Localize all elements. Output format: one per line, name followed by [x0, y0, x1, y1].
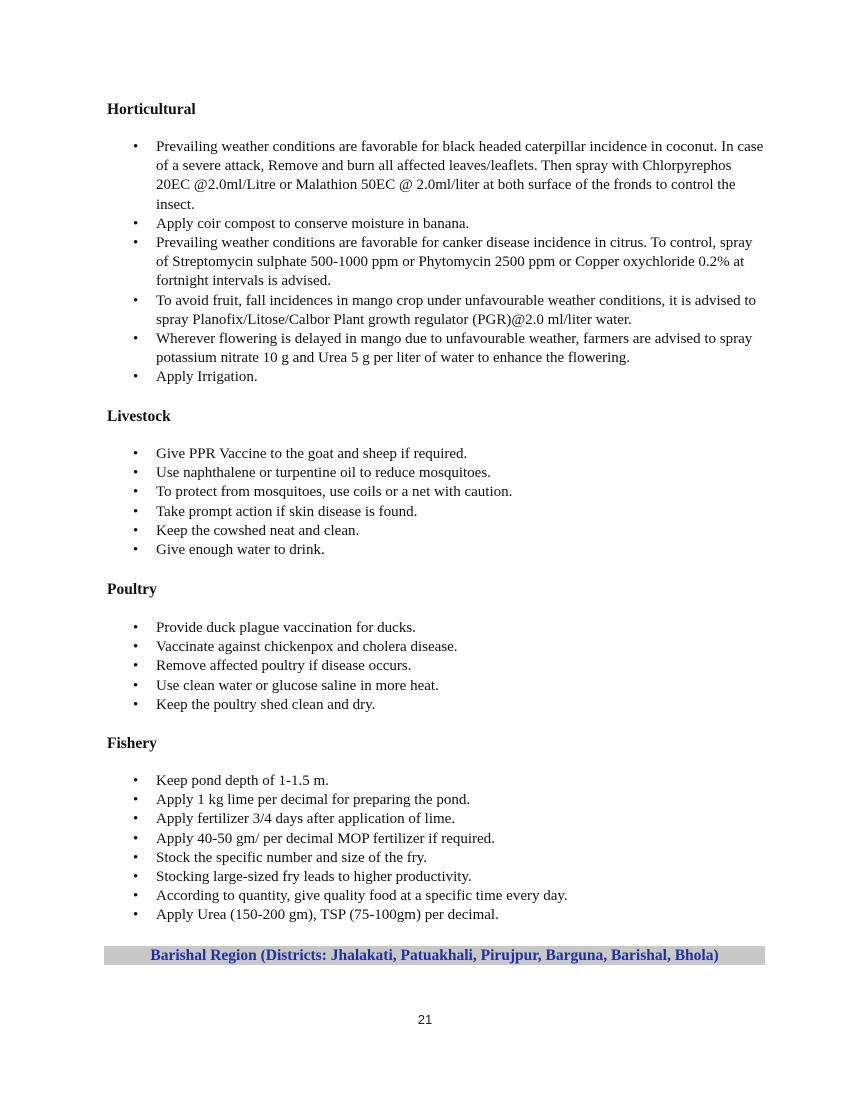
section-heading-horticultural: Horticultural — [107, 101, 196, 118]
poultry-list — [156, 619, 766, 715]
list-item: • Use naphthalene or turpentine oil to reduce mosquitoes. — [156, 464, 766, 483]
list-item: • Provide duck plague vaccination for ducks. — [156, 619, 766, 638]
list-item: • Apply 1 kg lime per decimal for preparing the pond. — [156, 791, 766, 810]
region-banner: Barishal Region (Districts: Jhalakati, Patuakhali, Pirujpur, Barguna, Barishal, Bhola) — [104, 946, 765, 965]
list-item: • Give enough water to drink. — [156, 541, 766, 560]
list-item: • Remove affected poultry if disease occurs. — [156, 657, 766, 676]
list-item: • Apply Irrigation. — [156, 368, 766, 387]
list-item: • Apply Urea (150-200 gm), TSP (75-100gm) per decimal. — [156, 906, 766, 925]
list-item: • Keep pond depth of 1-1.5 m. — [156, 772, 766, 791]
list-item: • Apply 40-50 gm/ per decimal MOP fertilizer if required. — [156, 830, 766, 849]
list-item: • Apply coir compost to conserve moisture in banana. — [156, 215, 766, 234]
list-item: • Keep the cowshed neat and clean. — [156, 522, 766, 541]
list-item: • Keep the poultry shed clean and dry. — [156, 696, 766, 715]
fishery-list — [156, 772, 766, 926]
horticultural-list — [156, 138, 766, 388]
livestock-list — [156, 445, 766, 560]
list-item: • To avoid fruit, fall incidences in mango crop under unfavourable weather conditions, it is advised to spray Planofix/Litose/Calbor Plant growth regulator (PGR)@2.0 ml/liter water. — [156, 292, 766, 330]
list-item: • To protect from mosquitoes, use coils or a net with caution. — [156, 483, 766, 502]
page-number: 21 — [417, 1012, 433, 1027]
list-item: • Prevailing weather conditions are favorable for black headed caterpillar incidence in coconut. In case of a severe attack, Remove and burn all affected leaves/leaflets. Then spray with Chlorpyrephos 20EC @2.0ml/Litre or Malathion 50EC @ 2.0ml/liter at both surface of the fronds to control the insect. — [156, 138, 766, 215]
section-heading-poultry: Poultry — [107, 581, 157, 598]
list-item: • Wherever flowering is delayed in mango due to unfavourable weather, farmers are advised to spray potassium nitrate 10 g and Urea 5 g per liter of water to enhance the flowering. — [156, 330, 766, 368]
list-item: • According to quantity, give quality food at a specific time every day. — [156, 887, 766, 906]
list-item: • Vaccinate against chickenpox and cholera disease. — [156, 638, 766, 657]
section-heading-fishery: Fishery — [107, 735, 157, 752]
list-item: • Apply fertilizer 3/4 days after application of lime. — [156, 810, 766, 829]
section-heading-livestock: Livestock — [107, 408, 171, 425]
list-item: • Give PPR Vaccine to the goat and sheep if required. — [156, 445, 766, 464]
list-item: • Use clean water or glucose saline in more heat. — [156, 677, 766, 696]
list-item: • Stock the specific number and size of the fry. — [156, 849, 766, 868]
list-item: • Stocking large-sized fry leads to higher productivity. — [156, 868, 766, 887]
list-item: • Prevailing weather conditions are favorable for canker disease incidence in citrus. To control, spray of Streptomycin sulphate 500-1000 ppm or Phytomycin 2500 ppm or Copper oxychloride 0.2% at fortnight intervals is advised. — [156, 234, 766, 292]
list-item: • Take prompt action if skin disease is found. — [156, 503, 766, 522]
